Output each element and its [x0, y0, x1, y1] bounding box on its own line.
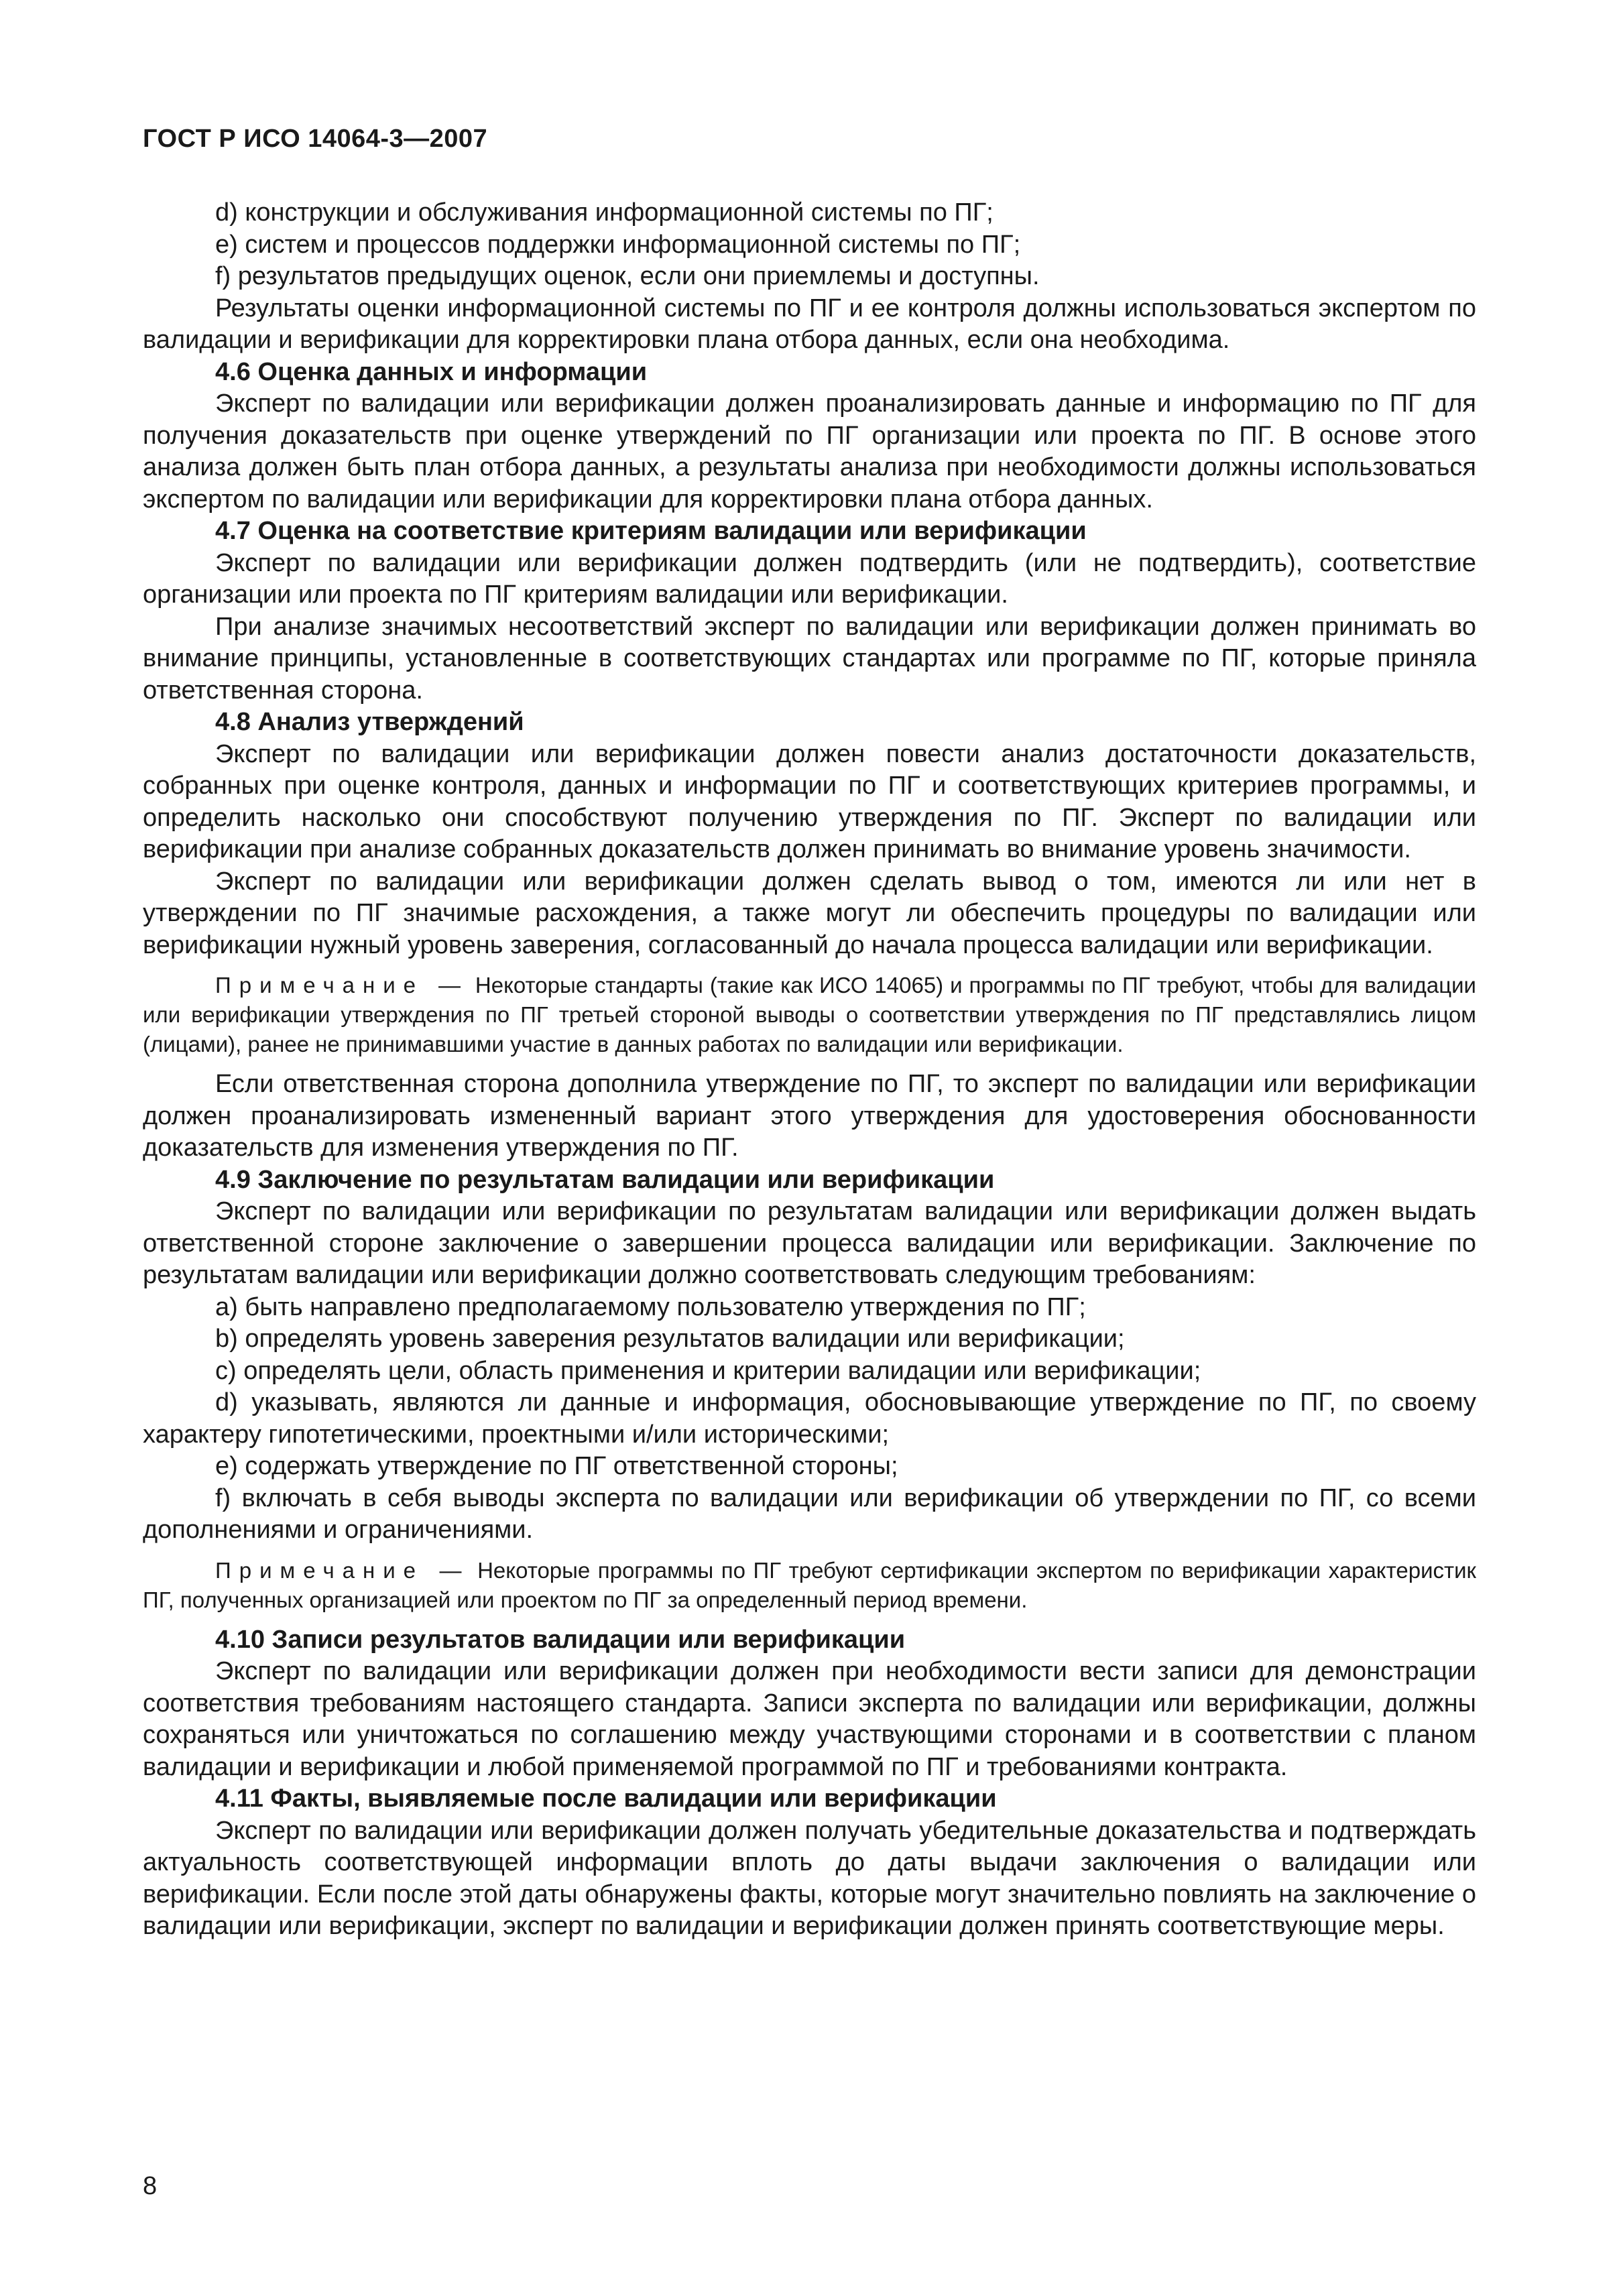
- body-paragraph: Эксперт по валидации или верификации должен проанализировать данные и информацию по ПГ для получения доказательств при оценке утверждений по ПГ организации или проекта по ПГ. В основе этого анализа должен быть план отбора данных, а результаты анализа при необходимости должны использоваться экспертом по валидации или верификации для корректировки плана отбора данных.: [143, 389, 1476, 513]
- list-item-b: b) определять уровень заверения результатов валидации или верификации;: [215, 1325, 1125, 1353]
- body-paragraph: Эксперт по валидации или верификации по результатам валидации или верификации должен выдать ответственной стороне заключение о завершении процесса валидации или верификации. Заключение по результатам валидации или верификации должно соответствовать следующим требованиям:: [143, 1197, 1476, 1289]
- list-item-d: d) конструкции и обслуживания информационной системы по ПГ;: [215, 198, 994, 227]
- section-heading-4-11: 4.11 Факты, выявляемые после валидации или верификации: [215, 1785, 997, 1813]
- page-number: 8: [143, 2172, 158, 2200]
- note-label: Примечание —: [215, 1557, 470, 1583]
- note-text: Некоторые программы по ПГ требуют сертификации экспертом по верификации характеристик ПГ, полученных организацией или проектом по ПГ за определенный период времени.: [143, 1557, 1476, 1612]
- body-paragraph: Эксперт по валидации или верификации должен подтвердить (или не подтвердить), соответствие организации или проекта по ПГ критериям валидации или верификации.: [143, 548, 1476, 609]
- list-item-e: e) систем и процессов поддержки информационной системы по ПГ;: [215, 230, 1021, 259]
- section-heading-4-7: 4.7 Оценка на соответствие критериям валидации или верификации: [215, 517, 1087, 545]
- note-paragraph: [143, 971, 1476, 1059]
- list-item-f: f) результатов предыдущих оценок, если они приемлемы и доступны.: [215, 262, 1040, 290]
- note-paragraph: [143, 1556, 1476, 1615]
- body-paragraph: Эксперт по валидации или верификации должен повести анализ достаточности доказательств, собранных при оценке контроля, данных и информации по ПГ и соответствующих критериев программы, и определить насколько они способствуют получению утверждения по ПГ. Эксперт по валидации или верификации при анализе собранных доказательств должен принимать во внимание уровень значимости.: [143, 739, 1476, 863]
- section-heading-4-9: 4.9 Заключение по результатам валидации или верификации: [215, 1165, 995, 1194]
- list-item-c: c) определять цели, область применения и критерии валидации или верификации;: [215, 1356, 1201, 1385]
- body-paragraph: Эксперт по валидации или верификации должен при необходимости вести записи для демонстрации соответствия требованиям настоящего стандарта. Записи эксперта по валидации или верификации, должны сохраняться или уничтожаться по соглашению между участвующими сторонами и в соответствии с планом валидации и верификации и любой применяемой программой по ПГ и требованиями контракта.: [143, 1657, 1476, 1781]
- note-label: Примечание —: [215, 973, 469, 998]
- section-heading-4-10: 4.10 Записи результатов валидации или верификации: [215, 1625, 906, 1654]
- document-body: [143, 197, 1476, 1943]
- body-paragraph: При анализе значимых несоответствий эксперт по валидации или верификации должен принимать во внимание принципы, установленные в соответствующих стандартах или программе по ПГ, которые приняла ответственная сторона.: [143, 612, 1476, 705]
- body-paragraph: Эксперт по валидации или верификации должен сделать вывод о том, имеются ли или нет в утверждении по ПГ значимые расхождения, а также могут ли обеспечить процедуры по валидации или верификации нужный уровень заверения, согласованный до начала процесса валидации или верификации.: [143, 867, 1476, 959]
- list-item-a: a) быть направлено предполагаемому пользователю утверждения по ПГ;: [215, 1292, 1086, 1321]
- section-heading-4-8: 4.8 Анализ утверждений: [215, 708, 524, 736]
- note-text: Некоторые стандарты (такие как ИСО 14065) и программы по ПГ требуют, чтобы для валидации или верификации утверждения по ПГ третьей стороной выводы о соответствии утверждения по ПГ представлялись лицом (лицами), ранее не принимавшими участие в данных работах по валидации или верификации.: [143, 973, 1476, 1056]
- body-paragraph: Эксперт по валидации или верификации должен получать убедительные доказательства и подтверждать актуальность соответствующей информации вплоть до даты выдачи заключения о валидации или верификации. Если после этой даты обнаружены факты, которые могут значительно повлиять на заключение о валидации или верификации, эксперт по валидации и верификации должен принять соответствующие меры.: [143, 1816, 1476, 1940]
- body-paragraph: Если ответственная сторона дополнила утверждение по ПГ, то эксперт по валидации или верификации должен проанализировать измененный вариант этого утверждения для удостоверения обоснованности доказательств для изменения утверждения по ПГ.: [143, 1070, 1476, 1162]
- list-item-e: e) содержать утверждение по ПГ ответственной стороны;: [215, 1452, 898, 1480]
- section-heading-4-6: 4.6 Оценка данных и информации: [215, 357, 648, 386]
- list-item-f: f) включать в себя выводы эксперта по валидации или верификации об утверждении по ПГ, со всеми дополнениями и ограничениями.: [143, 1484, 1476, 1544]
- body-paragraph: Результаты оценки информационной системы по ПГ и ее контроля должны использоваться экспертом по валидации и верификации для корректировки плана отбора данных, если она необходима.: [143, 294, 1476, 354]
- document-header: ГОСТ Р ИСО 14064-3—2007: [143, 125, 488, 153]
- list-item-d: d) указывать, являются ли данные и информация, обосновывающие утверждение по ПГ, по своему характеру гипотетическими, проектными и/или историческими;: [143, 1388, 1476, 1449]
